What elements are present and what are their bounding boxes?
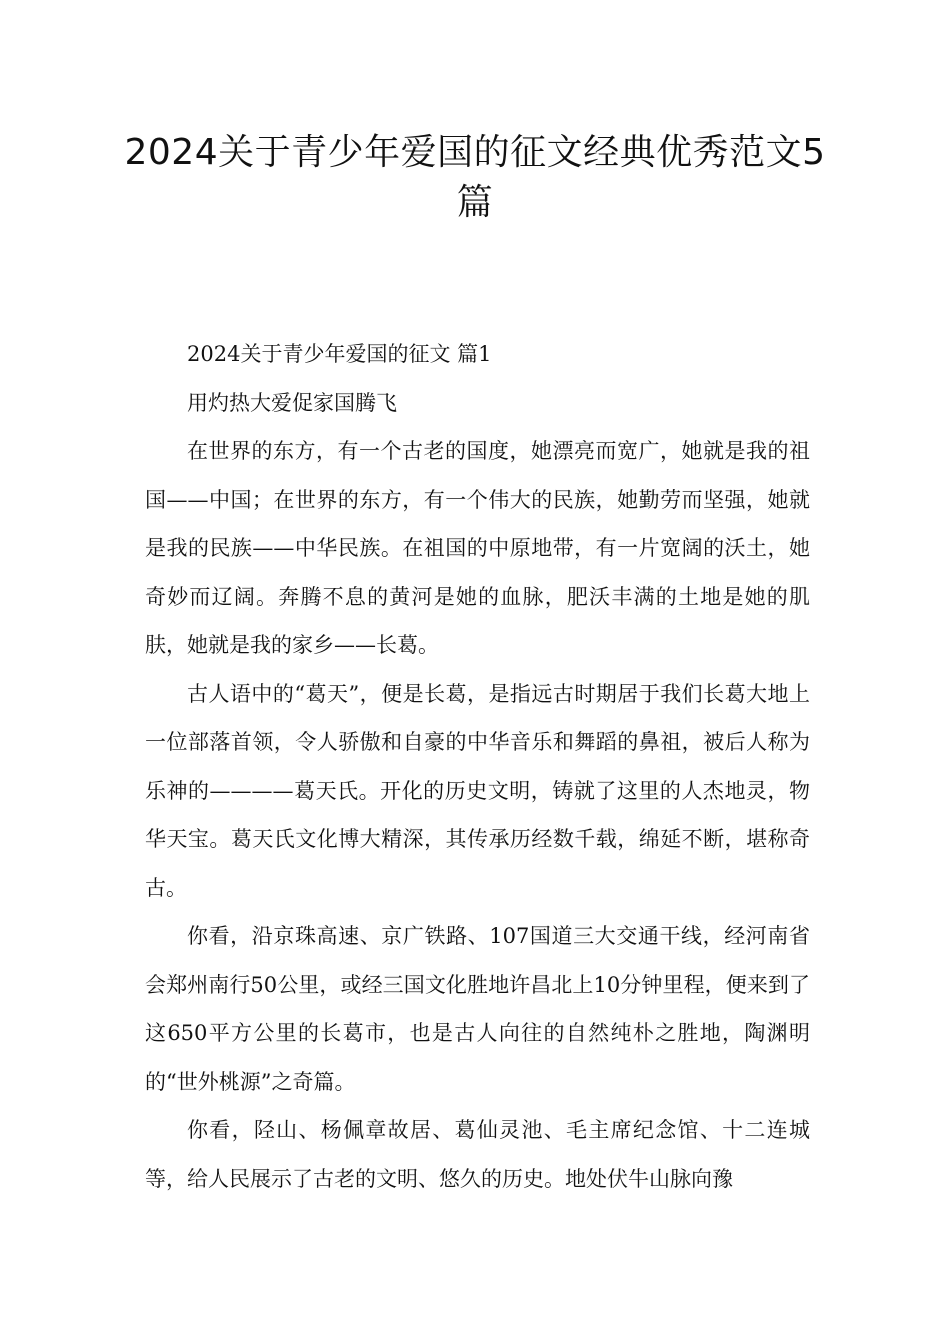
essay-title: 用灼热大爱促家国腾飞 (187, 390, 397, 415)
paragraph: 在世界的东方，有一个古老的国度，她漂亮而宽广，她就是我的祖国——中国；在世界的东方，有一个伟大的民族，她勤劳而坚强，她就是我的民族——中华民族。在祖国的中原地带，有一片宽阔的沃土，她奇妙而辽阔。奔腾不息的黄河是她的血脉，肥沃丰满的土地是她的肌肤，她就是我的家乡——长葛。 (145, 439, 810, 657)
document-body (145, 330, 810, 1203)
section-heading: 2024关于青少年爱国的征文 篇1 (187, 342, 492, 366)
paragraph: 你看，陉山、杨佩章故居、葛仙灵池、毛主席纪念馆、十二连城等，给人民展示了古老的文明、悠久的历史。地处伏牛山脉向豫 (145, 1118, 810, 1191)
paragraph: 古人语中的“葛天”，便是长葛，是指远古时期居于我们长葛大地上一位部落首领，令人骄傲和自豪的中华音乐和舞蹈的鼻祖，被后人称为乐神的————葛天氏。开化的历史文明，铸就了这里的人杰地灵，物华天宝。葛天氏文化博大精深，其传承历经数千载，绵延不断，堪称奇古。 (145, 681, 810, 900)
document-title: 2024关于青少年爱国的征文经典优秀范文5篇 (124, 132, 826, 223)
paragraph: 你看，沿京珠高速、京广铁路、107国道三大交通干线，经河南省会郑州南行50公里，或经三国文化胜地许昌北上10分钟里程，便来到了这650平方公里的长葛市，也是古人向往的自然纯朴之胜地，陶渊明的“世外桃源”之奇篇。 (145, 924, 810, 1094)
